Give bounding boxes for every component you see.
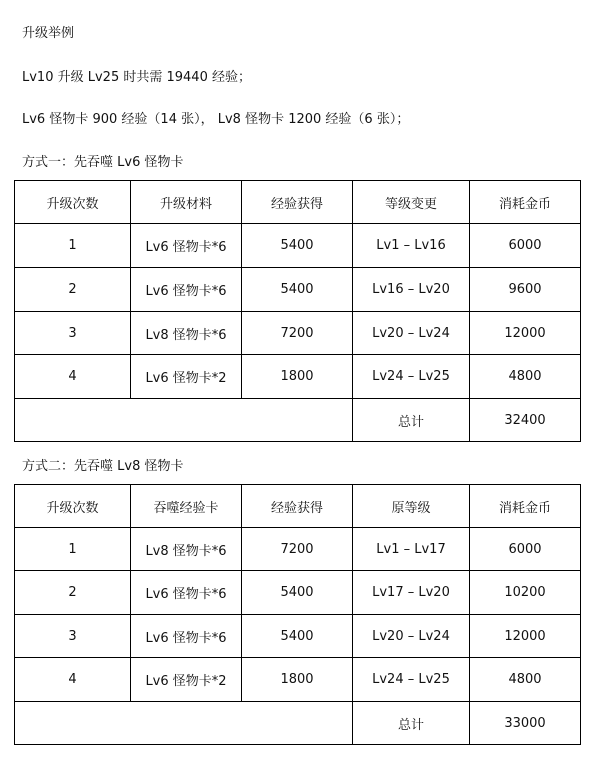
table-row <box>15 658 581 702</box>
table-cell: 1 <box>15 224 131 268</box>
table-cell: 3 <box>15 615 131 658</box>
col-header: 等级变更 <box>353 181 470 224</box>
method1-heading: 方式一：先吞噬 Lv6 怪物卡 <box>22 155 184 170</box>
table-cell: 7200 <box>242 528 353 571</box>
table-cell: 2 <box>15 571 131 615</box>
table-cell: 2 <box>15 268 131 312</box>
table-cell: Lv16 – Lv20 <box>353 268 470 312</box>
table-cell: Lv6 怪物卡*6 <box>131 571 242 615</box>
col-header: 消耗金币 <box>470 181 581 224</box>
total-value: 32400 <box>470 399 581 442</box>
table-cell: Lv8 怪物卡*6 <box>131 528 242 571</box>
table-cell: Lv20 – Lv24 <box>353 615 470 658</box>
table-cell: 9600 <box>470 268 581 312</box>
table-cell: 10200 <box>470 571 581 615</box>
col-header: 原等级 <box>353 485 470 528</box>
table-cell: 1800 <box>242 658 353 702</box>
col-header: 经验获得 <box>242 181 353 224</box>
col-header: 消耗金币 <box>470 485 581 528</box>
total-row <box>15 399 581 442</box>
table-header-row <box>15 181 581 224</box>
table-cell: 6000 <box>470 528 581 571</box>
table-header-row <box>15 485 581 528</box>
table-cell: 5400 <box>242 268 353 312</box>
table-cell: Lv6 怪物卡*6 <box>131 268 242 312</box>
table-row <box>15 571 581 615</box>
col-header: 经验获得 <box>242 485 353 528</box>
table-cell: Lv8 怪物卡*6 <box>131 312 242 355</box>
exp-requirement-text: Lv10 升级 Lv25 时共需 19440 经验； <box>22 70 251 85</box>
table-cell: 4800 <box>470 355 581 399</box>
table-cell: Lv6 怪物卡*2 <box>131 658 242 702</box>
table-cell: 1800 <box>242 355 353 399</box>
table-cell: Lv6 怪物卡*2 <box>131 355 242 399</box>
table-row <box>15 615 581 658</box>
table-cell: Lv1 – Lv16 <box>353 224 470 268</box>
table-cell: 5400 <box>242 615 353 658</box>
table-cell: Lv20 – Lv24 <box>353 312 470 355</box>
table-row <box>15 312 581 355</box>
table-cell: Lv1 – Lv17 <box>353 528 470 571</box>
empty-merged-cell <box>15 702 353 745</box>
table-cell: 3 <box>15 312 131 355</box>
table-cell: 5400 <box>242 224 353 268</box>
table-cell: 6000 <box>470 224 581 268</box>
method1-table <box>14 180 581 442</box>
table-cell: 4 <box>15 355 131 399</box>
col-header: 升级次数 <box>15 181 131 224</box>
table-cell: 7200 <box>242 312 353 355</box>
table-cell: Lv24 – Lv25 <box>353 355 470 399</box>
table-cell: Lv6 怪物卡*6 <box>131 615 242 658</box>
col-header: 升级材料 <box>131 181 242 224</box>
total-label: 总计 <box>353 399 470 442</box>
table-row <box>15 528 581 571</box>
table-cell: Lv6 怪物卡*6 <box>131 224 242 268</box>
col-header: 吞噬经验卡 <box>131 485 242 528</box>
table-cell: Lv24 – Lv25 <box>353 658 470 702</box>
table-cell: 5400 <box>242 571 353 615</box>
table-cell: 1 <box>15 528 131 571</box>
total-value: 33000 <box>470 702 581 745</box>
total-row <box>15 702 581 745</box>
table-row <box>15 268 581 312</box>
method2-heading: 方式二：先吞噬 Lv8 怪物卡 <box>22 459 184 474</box>
table-cell: 4800 <box>470 658 581 702</box>
card-exp-info-text: Lv6 怪物卡 900 经验（14 张）， Lv8 怪物卡 1200 经验（6 张）； <box>22 112 410 127</box>
table-cell: 4 <box>15 658 131 702</box>
table-row <box>15 355 581 399</box>
empty-merged-cell <box>15 399 353 442</box>
table-cell: 12000 <box>470 312 581 355</box>
table-cell: 12000 <box>470 615 581 658</box>
total-label: 总计 <box>353 702 470 745</box>
table-cell: Lv17 – Lv20 <box>353 571 470 615</box>
doc-title: 升级举例 <box>22 26 75 41</box>
col-header: 升级次数 <box>15 485 131 528</box>
table-row <box>15 224 581 268</box>
method2-table <box>14 484 581 745</box>
